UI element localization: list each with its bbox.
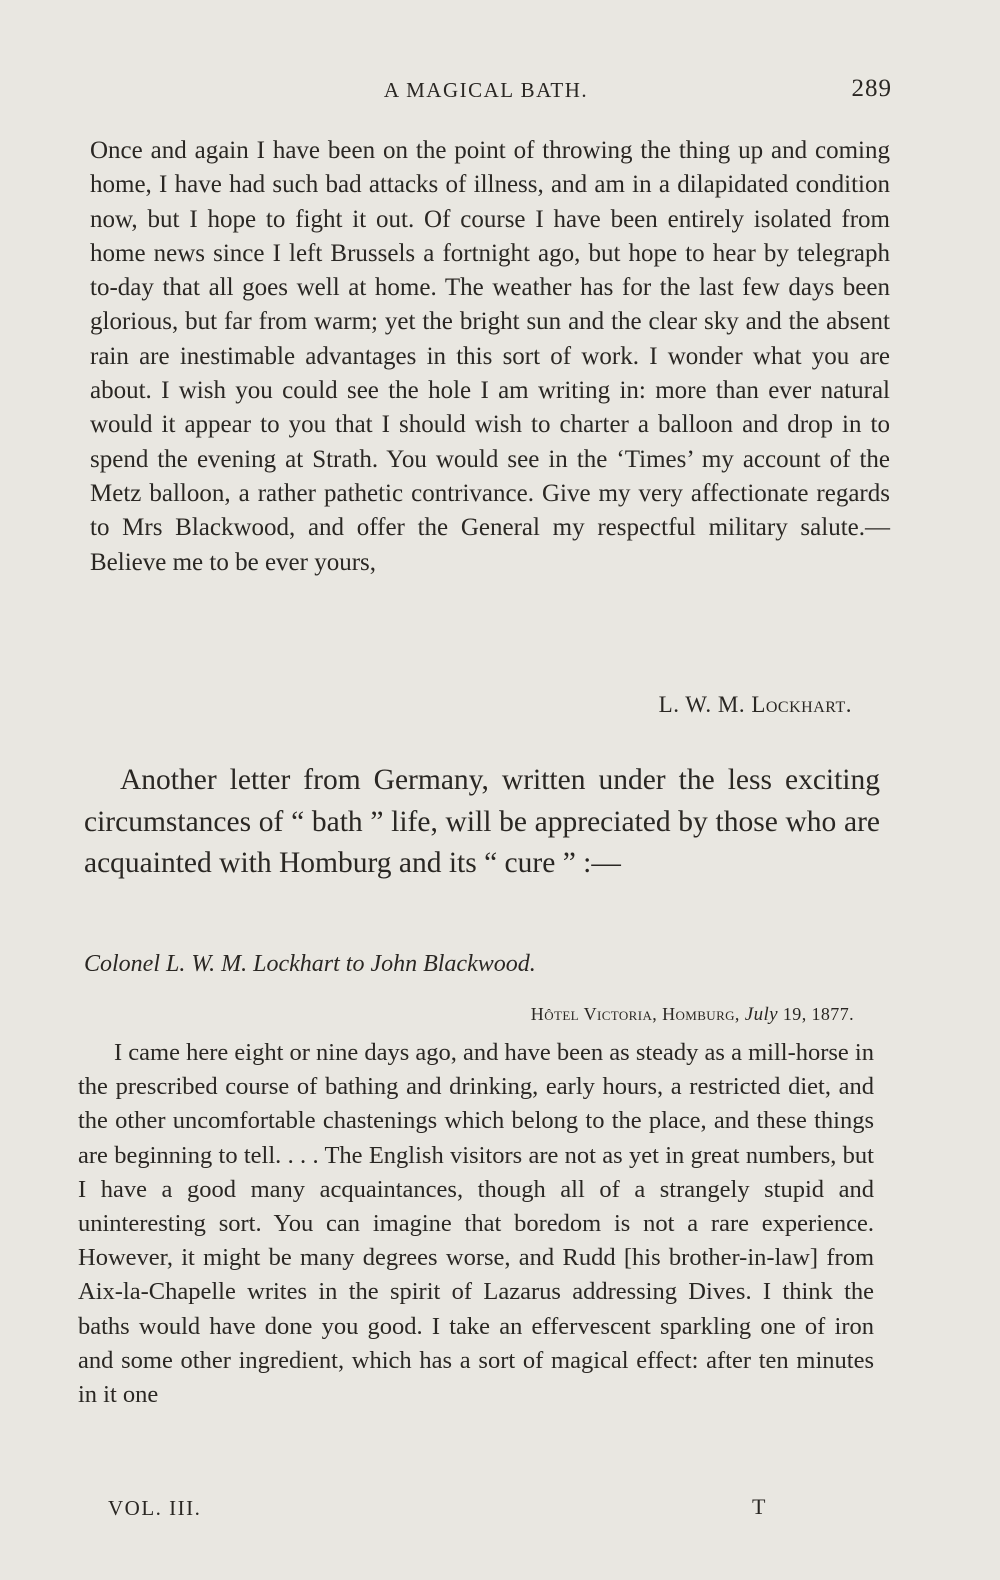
letter-dateline [84, 1004, 854, 1026]
footer-volume: VOL. III. [108, 1496, 202, 1520]
letter-continuation-text: Once and again I have been on the point of throwing the thing up and coming home, I have had such bad attacks of illness, and am in a dilapidated condition now, but I hope to fight it out. Of course I have been entirely isolated from home news since I left Brussels a fortnight ago, but hope to hear by telegraph to-day that all goes well at home. The weather has for the last few days been glorious, but far from warm; yet the bright sun and the clear sky and the absent rain are inestimable advantages in this sort of work. I wonder what you are about. I wish you could see the hole I am writing in: more than ever natural would it appear to you that I should wish to charter a balloon and drop in to spend the evening at Strath. You would see in the ‘Times’ my account of the Metz balloon, a rather pathetic contrivance. Give my very affectionate regards to Mrs Blackwood, and offer the General my respectful military salute.—Believe me to be ever yours, [90, 137, 890, 576]
page-number: 289 [851, 75, 892, 102]
introduction-paragraph: Another letter from Germany, written under the less exciting circumstances of “ bath ” life, will be appreciated by those who are acquainted with Homburg and its “ cure ” :— [84, 764, 880, 879]
footer-signature-mark: T [752, 1494, 766, 1519]
running-title: A MAGICAL BATH. [383, 78, 589, 102]
dateline-place: Hôtel Victoria, Homburg, [530, 1004, 740, 1024]
letter-heading: Colonel L. W. M. Lockhart to John Blackwood. [84, 951, 536, 977]
second-letter-body: I came here eight or nine days ago, and have been as steady as a mill-horse in the prescribed course of bathing and drinking, early hours, a restricted diet, and the other uncomfortable chastenings which belong to the place, and these things are beginning to tell. . . . The English visitors are not as yet in great numbers, but I have a good many acquaintances, though all of a strangely stupid and uninteresting sort. You can imagine that boredom is not a rare experience. However, it might be many degrees worse, and Rudd [his brother-in-law] from Aix-la-Chapelle writes in the spirit of Lazarus addressing Dives. I think the baths would have done you good. I take an effervescent sparkling one of iron and some other ingredient, which has a sort of magical effect: after ten minutes in it one [78, 1039, 874, 1409]
dateline-month: July [744, 1004, 778, 1025]
dateline-date: 19, 1877. [782, 1004, 854, 1024]
letter-signature: L. W. M. Lockhart. [658, 692, 852, 717]
running-head [80, 75, 892, 110]
